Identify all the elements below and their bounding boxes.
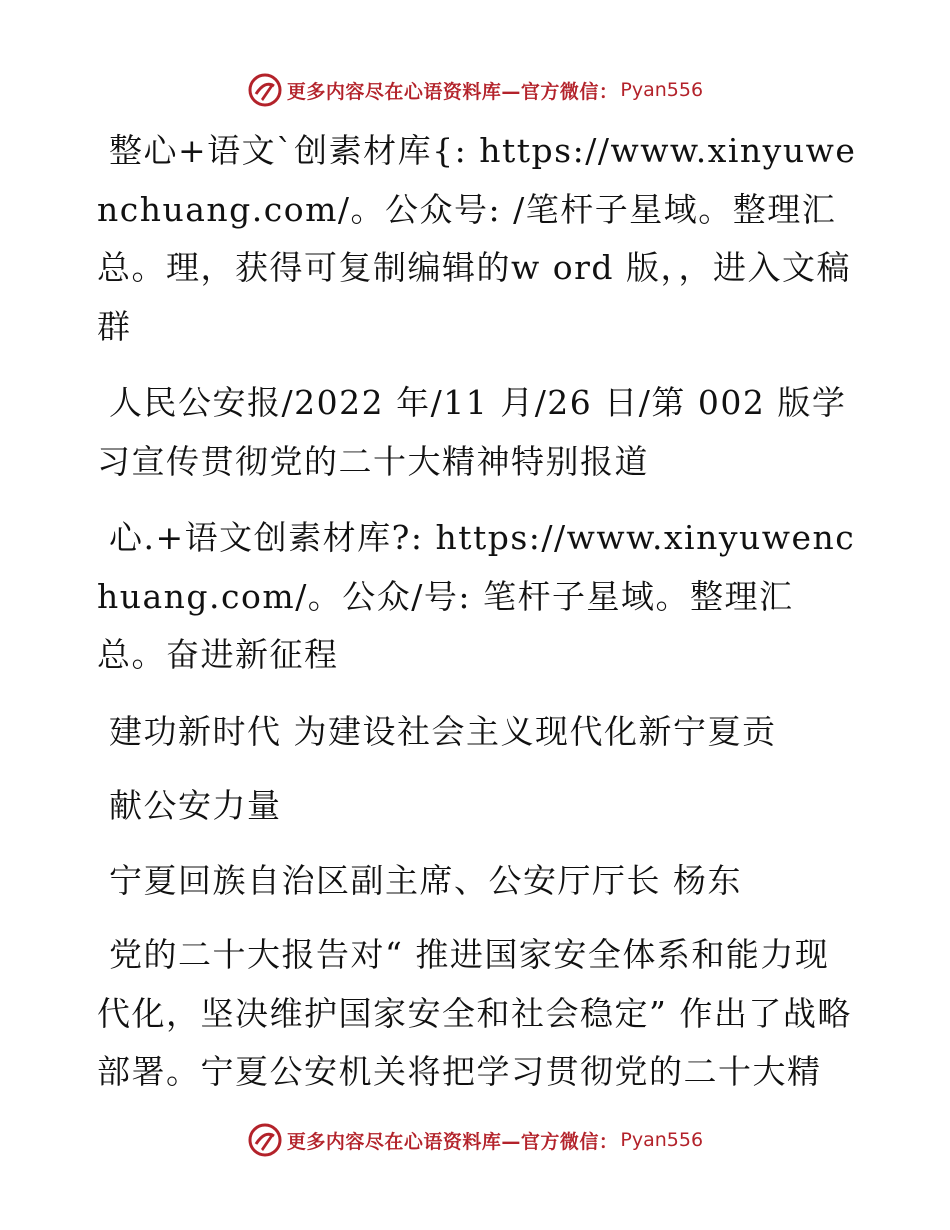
brand-logo-icon	[247, 72, 283, 108]
document-body	[97, 122, 857, 1120]
footer-banner-text: 更多内容尽在心语资料库—官方微信：	[286, 1130, 619, 1153]
article-title-line-2: 献公安力量	[109, 786, 282, 825]
paragraph-body: 党的二十大报告对“ 推进国家安全体系和能力现代化，坚决维护国家安全和社会稳定” 作出了战略部署。宁夏公安机关将把学习贯彻党的二十大精	[97, 935, 852, 1091]
header-banner-text: 更多内容尽在心语资料库—官方微信：	[286, 80, 619, 103]
brand-logo-icon	[247, 1122, 283, 1158]
header-contact: Pyan556	[620, 79, 704, 101]
footer-banner	[0, 1118, 950, 1162]
footer-contact: Pyan556	[620, 1129, 704, 1151]
paragraph-3: 心.+语文创素材库?: https://www.xinyuwenchuang.com/。公众/号: 笔杆子星域。整理汇总。奋进新征程	[97, 518, 856, 674]
paragraph-2: 人民公安报/2022 年/11 月/26 日/第 002 版学习宣传贯彻党的二十大精神特别报道	[97, 383, 847, 481]
paragraph-1: 整心+语文`创素材库{: https://www.xinyuwenchuang.com/。公众号: /笔杆子星域。整理汇总。理，获得可复制编辑的w ord 版，，进入文稿群	[97, 131, 857, 346]
article-title-line-1: 建功新时代 为建设社会主义现代化新宁夏贡	[109, 711, 777, 751]
author-line: 宁夏回族自治区副主席、公安厅厅长 杨东	[109, 860, 742, 900]
header-banner	[0, 68, 950, 112]
